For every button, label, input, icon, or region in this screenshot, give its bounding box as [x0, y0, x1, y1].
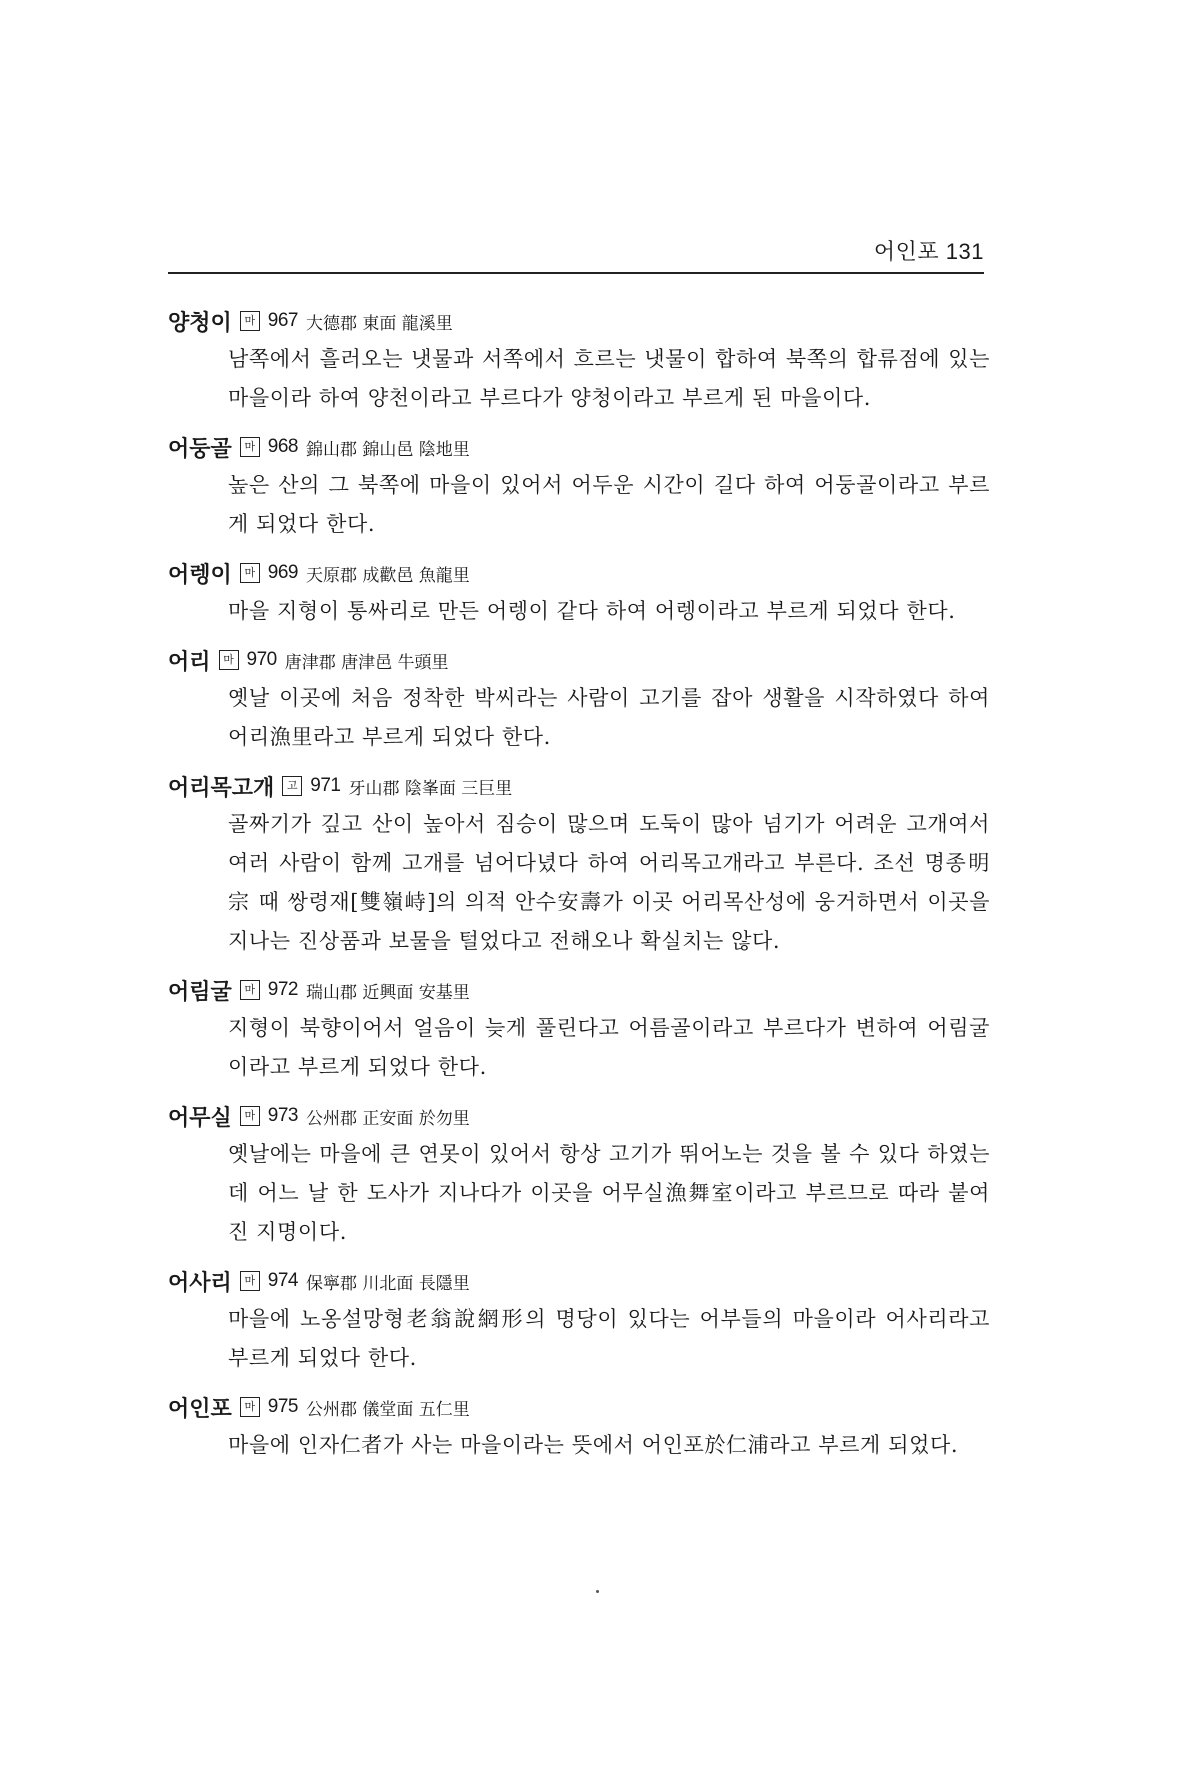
entry-number: 968 [267, 436, 298, 457]
entry-term: 어렝이 [168, 562, 232, 588]
entry-term: 양청이 [168, 310, 232, 336]
entry-number: 973 [267, 1105, 298, 1126]
entry-description: 지형이 북향이어서 얼음이 늦게 풀린다고 어름골이라고 부르다가 변하여 어림굴이라고 부르게 되었다 한다. [228, 1016, 990, 1079]
entry-number: 970 [246, 649, 277, 670]
entry-term: 어무실 [168, 1105, 232, 1131]
entry-location: 公州郡 正安面 於勿里 [305, 1108, 470, 1129]
entry-term: 어림굴 [168, 979, 232, 1005]
entry-location: 公州郡 儀堂面 五仁里 [305, 1399, 470, 1420]
entry-location: 唐津郡 唐津邑 牛頭里 [284, 652, 449, 673]
entry-971 [168, 767, 990, 961]
category-mark: 마 [240, 437, 260, 457]
entry-location: 瑞山郡 近興面 安基里 [305, 982, 470, 1003]
entry-heading [168, 554, 990, 592]
print-speck [596, 1590, 599, 1593]
category-mark: 마 [240, 1271, 260, 1291]
entry-description: 마을에 노옹설망형老翁說網形의 명당이 있다는 어부들의 마을이라 어사리라고 부르게 되었다 한다. [228, 1307, 990, 1370]
entry-heading [168, 971, 990, 1009]
running-header [168, 232, 984, 274]
entry-969 [168, 554, 990, 631]
entry-list [168, 302, 990, 1475]
entry-description: 옛날 이곳에 처음 정착한 박씨라는 사람이 고기를 잡아 생활을 시작하였다 하여 어리漁里라고 부르게 되었다 한다. [228, 686, 990, 749]
entry-heading [168, 641, 990, 679]
entry-description: 옛날에는 마을에 큰 연못이 있어서 항상 고기가 뛰어노는 것을 볼 수 있다 하였는데 어느 날 한 도사가 지나다가 이곳을 어무실漁舞室이라고 부르므로 따라 붙여진 지명이다. [228, 1142, 990, 1244]
running-head-text: 어인포 131 [873, 239, 984, 264]
entry-heading [168, 1097, 990, 1135]
category-mark: 마 [240, 311, 260, 331]
entry-number: 969 [267, 562, 298, 583]
entry-heading [168, 302, 990, 340]
category-mark: 마 [240, 1397, 260, 1417]
category-mark: 고 [282, 776, 302, 796]
entry-term: 어둥골 [168, 436, 232, 462]
entry-heading [168, 428, 990, 466]
category-mark: 마 [240, 563, 260, 583]
entry-location: 牙山郡 陰峯面 三巨里 [348, 778, 513, 799]
entry-description: 골짜기가 깊고 산이 높아서 짐승이 많으며 도둑이 많아 넘기가 어려운 고개여서 여러 사람이 함께 고개를 넘어다녔다 하여 어리목고개라고 부른다. 조선 명종明宗 때 쌍령재[雙嶺峙]의 의적 안수安壽가 이곳 어리목산성에 웅거하면서 이곳을 지나는 진상품과 보물을 털었다고 전해오나 확실치는 않다. [228, 812, 990, 953]
entry-location: 錦山郡 錦山邑 陰地里 [305, 439, 470, 460]
entry-location: 保寧郡 川北面 長隱里 [305, 1273, 470, 1294]
entry-location: 大德郡 東面 龍溪里 [305, 313, 453, 334]
category-mark: 마 [240, 980, 260, 1000]
entry-term: 어인포 [168, 1396, 232, 1422]
entry-term: 어사리 [168, 1270, 232, 1296]
entry-number: 971 [310, 775, 341, 796]
entry-heading [168, 1388, 990, 1426]
entry-description: 높은 산의 그 북쪽에 마을이 있어서 어두운 시간이 길다 하여 어둥골이라고 부르게 되었다 한다. [228, 473, 990, 536]
entry-heading [168, 767, 990, 805]
entry-heading [168, 1262, 990, 1300]
entry-970 [168, 641, 990, 757]
entry-term: 어리목고개 [168, 775, 275, 801]
entry-location: 天原郡 成歡邑 魚龍里 [305, 565, 470, 586]
entry-number: 967 [267, 310, 298, 331]
entry-972 [168, 971, 990, 1087]
entry-number: 972 [267, 979, 298, 1000]
entry-974 [168, 1262, 990, 1378]
entry-description: 마을 지형이 통싸리로 만든 어렝이 같다 하여 어렝이라고 부르게 되었다 한다. [228, 599, 956, 623]
entry-967 [168, 302, 990, 418]
entry-973 [168, 1097, 990, 1252]
entry-number: 975 [267, 1396, 298, 1417]
entry-number: 974 [267, 1270, 298, 1291]
entry-term: 어리 [168, 649, 211, 675]
category-mark: 마 [219, 650, 239, 670]
entry-description: 남쪽에서 흘러오는 냇물과 서쪽에서 흐르는 냇물이 합하여 북쪽의 합류점에 있는 마을이라 하여 양천이라고 부르다가 양청이라고 부르게 된 마을이다. [228, 347, 990, 410]
entry-975 [168, 1388, 990, 1465]
category-mark: 마 [240, 1106, 260, 1126]
entry-description: 마을에 인자仁者가 사는 마을이라는 뜻에서 어인포於仁浦라고 부르게 되었다. [228, 1433, 959, 1457]
entry-968 [168, 428, 990, 544]
